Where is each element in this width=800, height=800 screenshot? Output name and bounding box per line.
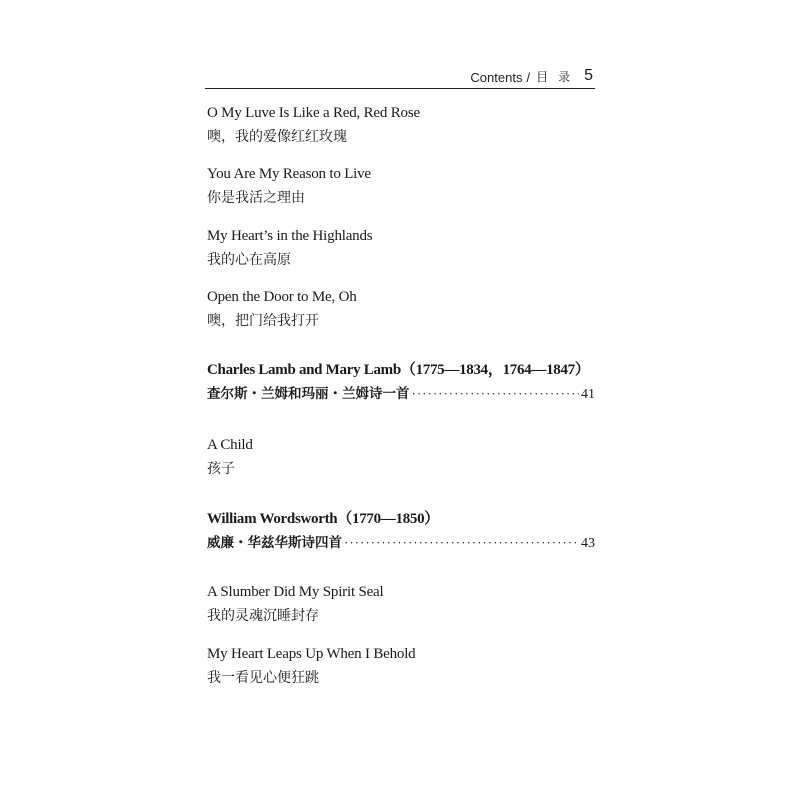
poem-title-en: Open the Door to Me, Oh bbox=[207, 289, 357, 305]
toc-entry bbox=[207, 436, 595, 478]
running-header bbox=[205, 62, 595, 89]
toc-author-section bbox=[207, 361, 595, 403]
author-cn-row bbox=[207, 385, 595, 403]
toc-entry bbox=[207, 227, 595, 269]
toc-entry bbox=[207, 645, 595, 687]
poem-title-cn: 噢，把门给我打开 bbox=[207, 313, 319, 329]
toc-author-section bbox=[207, 510, 595, 552]
author-cn-row bbox=[207, 534, 595, 552]
author-name-cn: 威廉・华兹华斯诗四首 bbox=[207, 535, 342, 551]
header-contents-label-cn: 目录 bbox=[536, 70, 581, 84]
dot-leader bbox=[344, 535, 579, 551]
poem-title-en: A Slumber Did My Spirit Seal bbox=[207, 584, 384, 600]
poem-title-cn: 孩子 bbox=[207, 461, 235, 477]
poem-title-en: My Heart Leaps Up When I Behold bbox=[207, 646, 416, 662]
author-page-number: 43 bbox=[581, 536, 595, 551]
dot-leader bbox=[412, 386, 580, 402]
poem-title-en: You Are My Reason to Live bbox=[207, 166, 371, 182]
toc-entry bbox=[207, 165, 595, 207]
poem-title-cn: 我的灵魂沉睡封存 bbox=[207, 608, 319, 624]
toc-entry bbox=[207, 288, 595, 330]
toc-entry bbox=[207, 104, 595, 146]
poem-title-en: A Child bbox=[207, 437, 253, 453]
header-page-number: 5 bbox=[584, 67, 593, 84]
author-page-number: 41 bbox=[581, 387, 595, 402]
author-name-cn: 查尔斯・兰姆和玛丽・兰姆诗一首 bbox=[207, 386, 410, 402]
poem-title-en: My Heart’s in the Highlands bbox=[207, 228, 373, 244]
header-slash: / bbox=[526, 70, 531, 85]
header-contents-label: Contents bbox=[470, 70, 523, 85]
poem-title-cn: 噢，我的爱像红红玫瑰 bbox=[207, 129, 347, 145]
poem-title-en: O My Luve Is Like a Red, Red Rose bbox=[207, 105, 420, 121]
poem-title-cn: 我的心在高原 bbox=[207, 252, 291, 268]
poem-title-cn: 你是我活之理由 bbox=[207, 190, 305, 206]
poem-title-cn: 我一看见心便狂跳 bbox=[207, 670, 319, 686]
toc-entry bbox=[207, 583, 595, 625]
author-name-en: Charles Lamb and Mary Lamb（1775—1834，1764—1847） bbox=[207, 362, 590, 378]
author-name-en: William Wordsworth（1770—1850） bbox=[207, 511, 440, 527]
